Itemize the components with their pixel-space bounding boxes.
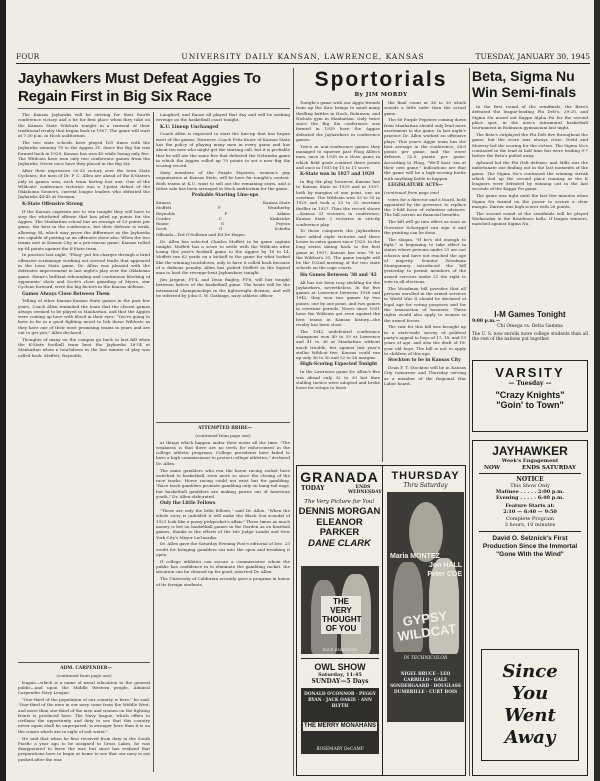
lead-subhead: K-State Offensive Strong xyxy=(22,201,83,207)
sportorials-paragraph: To those conquests the Jayhawkers have added eight victories and three losses in extra games since 1929. In the long series dating back to the first game in 1907, Kansas has won 78 to the Wildcat's 31. The game tonight will be the 102nd meeting of the two state schools on the cage courts. xyxy=(296,228,380,271)
star-name: DANE CLARK xyxy=(308,537,371,549)
lead-headline-text: Jayhawkers Must Defeat Aggies To Regain First in Big Six Race xyxy=(18,70,261,105)
sportorials-paragraph: Tonight's game with our Aggie friends from up the Kaw brings to mind many thrilling battles in Hoch, Robinson, and Nichols gym in Manhattan. Only twice since the Big Six conference was formed in 1929 have the Aggies defeated the Jayhawkers in conference games. xyxy=(296,100,380,143)
im-game: Chi Omega vs. Delta Gamma xyxy=(497,324,563,329)
jayhawker-notice: NOTICE xyxy=(516,476,544,483)
stockton-title: Stockton to be in Kansas City xyxy=(388,358,461,364)
owl-poster-image xyxy=(301,688,379,754)
lead-column-2 xyxy=(156,112,290,422)
lineup-cell: Schultz xyxy=(274,226,290,232)
sportorials-column-2 xyxy=(384,100,466,462)
stockton-paragraph: Dean F. T. Stockton will be in Kansas City tomorrow and Thursday serving as a member of the Regional War Labor board. xyxy=(384,364,466,386)
legislature-title: LEGISLATURE ACTS— xyxy=(388,182,444,188)
lead-paragraph: The two state schools have played 161 times with the Jayhawks winning 78 to the Aggies 31. Since the Big Six was formed back in 1929, Kansas has won 40 while losing only five. The Wildcats have won only two conference games from the Jayhawks. Never once have they placed in the Big Six. xyxy=(18,139,150,167)
lineup-team-kstate: Kansas State xyxy=(262,199,290,205)
headline-rule xyxy=(18,108,290,109)
granada-dates xyxy=(297,485,382,495)
granada-divider xyxy=(301,658,379,659)
sportorials-paragraph: In the Lawrence game Dr. Allen's five was ahead only 32 to 30 but then stalling tactics were adopted and broke loose for setups to leave xyxy=(296,369,380,391)
im-title: I-M Games Tonight xyxy=(494,310,566,319)
varsity-day: — Tuesday — xyxy=(508,380,552,387)
lead-paragraph: The Kansas Jayhawks will be striving for their fourth conference victory and a tie for first place when they take on the Kansas State Wildcats tonight in a renewal of their traditional rivalry that began back in 1907. The game will start at 7:30 p.m. in Hoch auditorium. xyxy=(18,112,150,139)
column-rule xyxy=(153,112,154,772)
jayhawker-now: NOW xyxy=(484,465,500,471)
thursday-film-title: GYPSY WILDCAT xyxy=(396,608,458,644)
sportorials-paragraph: The 1942 undefeated conference champions won 40 to 39 at Lawrence and 41 to 36 at Manhattan without much trouble, but against last year's stellar Wildcat five, Kansas could run up only 36 to 30 and 52 to 34 margins. xyxy=(296,328,380,361)
section-rule xyxy=(156,422,290,423)
granada-cast: FAYE EMERSON xyxy=(322,647,358,652)
jayhawker-film-title: Since You Went Away xyxy=(502,661,558,748)
lineup-cell: C xyxy=(218,215,222,221)
varsity-ad xyxy=(472,360,588,432)
jayhawker-divider xyxy=(479,531,581,532)
thursday-sub: Thru Saturday xyxy=(403,482,448,489)
bribe-note: (continued from page one) xyxy=(195,432,251,438)
bribe-paragraph: The University of California recently gave a program in honor of its foreign students. xyxy=(156,576,290,587)
granada-ends: ENDS WEDNESDAY xyxy=(348,485,382,495)
newspaper-page xyxy=(6,0,594,781)
attempted-bribe-article xyxy=(156,424,290,776)
column-rule xyxy=(469,68,470,776)
thursday-color: IN TECHNICOLOR xyxy=(403,656,448,661)
owl-film-title: THE MERRY MONAHANS xyxy=(304,723,377,729)
lead-paragraph: After their impressive 50-35 victory over the Iowa State Cyclones, the men of Dr. F. C. Allen are ahead of the K-Staters only in games won, each team having lost one. One of the Wildcats' conference victories was a 1-point defeat of the Oklahoma Sooners, current league leaders who defeated the Jayhawks 44-43 at Norman. xyxy=(18,167,150,200)
owl-run: SUNDAY—5 Days xyxy=(311,678,369,685)
granada-ad xyxy=(296,465,466,776)
beta-paragraph: Aylward led the Phi Delt defense, and Mills was the unfortunate one finding out in the last moments of the game. The Sigma Nu's continued the winning streak which tied up the second place running as the K leaguers were defeated by winning out in the last seconds of the Kappa Psi game. xyxy=(472,159,588,192)
sportorials-subhead: K-State won in 1927 and 1929 xyxy=(300,172,375,178)
jayhawker-feature-times: 2:10 — 6:40 — 9:50 xyxy=(503,509,557,515)
granada-today: TODAY xyxy=(301,485,325,492)
varsity-film-1: "Crazy Knights" xyxy=(495,390,565,400)
im-note: The U. S. now enrolls more college students than all the rest of the nations put together. xyxy=(472,332,588,343)
im-time: 9:00 p.m.— xyxy=(472,319,501,324)
star-name: Maria MONTEZ xyxy=(390,553,440,560)
lineup-cell: Kinbricke xyxy=(269,215,290,221)
lineup-cell: F xyxy=(218,205,221,211)
carpender-paragraph: He said that when he first received from duty in the South Pacific a year ago to be assigned to Great Lakes, he was disappointed to leave the war, but since has realized that preparations here to begin at home to see that our navy is not pushed after the war. xyxy=(18,735,150,762)
granada-poster-image xyxy=(301,566,379,654)
lineup-cell: Corder xyxy=(156,215,171,221)
lead-headline xyxy=(18,70,290,106)
lead-paragraph: Dr. Allen has selected Charles Moffett to be game captain tonight. Moffett has a score to settle with the Wildcats after losing this year's football game to the Aggies by 18 to 14. Moffett ran 62 yards on a kickoff in the game for what looked like the winning touchdown, only to have it called back because of a dubious penalty. Allen has picked Moffett as the logical man to lead the revenge-bent Jayhawkers tonight. xyxy=(156,238,290,276)
beta-article xyxy=(472,104,588,308)
owl-time: Saturday, 11:45 xyxy=(318,672,362,678)
thursday-support-cast: NIGEL BRUCE · LEO CARRILLO · GALE SONDERGAARD · DOUGLASS DUMBRILLE · CURT BOIS xyxy=(390,672,461,695)
section-rule xyxy=(18,662,150,663)
jayhawker-ad xyxy=(472,440,588,776)
granada-title: GRANADA xyxy=(300,469,379,485)
carpender-paragraph: league—which is a name of naval education to the general public—and upon the Middle Western people, Admiral Carpender Navy League. xyxy=(18,679,150,696)
beta-paragraph: The second round of the semifinals will be played Wednesday in the Residence halls. If league winners, matched against Sigma Nu. xyxy=(472,210,588,227)
legislature-paragraph: The slogan, "If he's old enough to fight," is beginning to take effect in states where persons under 21 are not citizens and have not reached the age of majority. Senator Woodman Montgomery introduced the bill yesterday to permit members of the armed services under 21 the right to vote in all elections. xyxy=(384,236,466,284)
lineup-cell: Peyton xyxy=(275,221,290,227)
masthead xyxy=(16,52,590,64)
lineup-cell: G xyxy=(219,226,223,232)
beta-headline-text: Beta, Sigma Nu Win Semi-finals xyxy=(472,68,577,100)
lead-paragraph: Langford, and Rouse all played that day and will be seeking revenge on the basketball court tonight. xyxy=(156,112,290,123)
lead-paragraph: Jim Jargent, PT-4, and Dean Bagley, PT-6, will box tonight between halves of the basketball game. The bouts will be the intramural championships in the lightweight division, and will be refereed by John G. W. Gathings, navy athletic officer. xyxy=(156,277,290,298)
sportorials-byline: By JIM MORDY xyxy=(354,92,408,98)
page-number: FOUR xyxy=(16,52,40,61)
star-name: ELEANOR PARKER xyxy=(316,516,363,538)
sportorials-title xyxy=(296,68,466,98)
jayhawker-producer: David O. Selznick's First Production Since the Immortal "Gone With the Wind" xyxy=(482,535,578,558)
sportorials-paragraph: In Big Six play, however, Kansas lost to Kansas State in 1929 and in 1937, both by margins of one point, one an overtime. The Wildcats won 33 to 35 in 1929 and took a 33 to 32 overtime thriller in 1937. Thus the record shows—Kansas 31 victories in conference, Kansas State 2 victories in strictly conference play. xyxy=(296,179,380,227)
lead-paragraph: In practice last night, "Phog" put his charges through a brief offensive scrimmage working out several faults that appeared in the Iowa State game. Dr. Allen was pleased with the defensive improvement in last night's play over the Oklahoma game. Heinz's brilliant rebounding and continuous blocking of opponents' shots and Scott's close guarding of Myers, star Cyclone forward, were the big factors in the Kansas defense. xyxy=(18,252,150,290)
owl-footer: ROSEMARY DeCAMP xyxy=(316,747,364,752)
sportorials-paragraph: the final count at 36 to 30 which sounds a little safer than the actual game. xyxy=(384,100,466,116)
sportorials-subhead: High-Scoring Expected Tonight xyxy=(300,362,378,368)
lead-paragraph: If the Kansas cagemen are to win tonight they will have to stop the whirlwind offense that has piled up points for the Aggies. The Manhattan school has an average of 53 points per game, the best in the conference, but their defense is weak, allowing 54, which may prove the difference as the Jayhawks are capable of putting on an offensive show also. When the two teams met in Kansas City in a pre-season game, Kansas rolled up 64 points against the K-State team. xyxy=(18,208,150,251)
jayhawker-feature: Feature Starts at: xyxy=(505,503,555,509)
lineup-cell: Reynolds xyxy=(156,210,175,216)
thursday-panel xyxy=(384,466,466,776)
jayhawker-ends: ENDS SATURDAY xyxy=(522,465,576,471)
issue-date: TUESDAY, JANUARY 30, 1945 xyxy=(475,52,590,61)
page-edge xyxy=(594,0,600,781)
jayhawker-matinee: Matinee . . . . . 2:00 p.m. xyxy=(495,489,565,495)
jayhawker-divider xyxy=(479,473,581,474)
bribe-paragraph: Dr. Allen gave the Saturday Evening Post's editorial of Dec. 23 credit for bringing gamblers out into the open and breaking it open. xyxy=(156,541,290,558)
jayhawker-complete: Complete Program xyxy=(506,516,554,522)
sportorials-paragraph: Twice in non-conference games they managed to squeeze past Phog Allen's men, once in 1935 in a close game in which field goals counted three points and once in 1933 by 15 to 11 score. xyxy=(296,143,380,171)
bribe-paragraph: The same gamblers who run the horse racing racket have switched to basketball, even more so since the closing of the race tracks. Horse racing could not exist but for gambling. "Race track gamblers promote gambling only on bang-tail nags, but basketball gamblers are making pawns out of American youth," Dr. Allen elaborated. xyxy=(156,467,290,500)
owl-stars: DONALD O'CONNOR · PEGGY RYAN · JACK OAKIE · ANN BLYTH xyxy=(304,692,376,709)
lead-paragraph: Telling of other Kansas-Kansas State games in the past few years, Coach Allen reminded the team that the closest games always seemed to be played in Manhattan, and that the Aggies were coming up here with blood in their eyes. "You're going to have to be in a good fighting mood to lick those Wildcats as they have one of their most promising teams in years and are out to get you," Allen declared. xyxy=(18,298,150,336)
jayhawker-film-box xyxy=(481,649,579,761)
star-name: DENNIS MORGAN xyxy=(298,506,381,517)
carpender-title: ADM. CARPENDER— xyxy=(60,666,112,671)
lineup-cell: Scott xyxy=(156,226,167,232)
varsity-title: VARSITY xyxy=(495,365,565,380)
star-name: Peter COE xyxy=(427,571,462,578)
granada-tagline: The Very Picture for You! xyxy=(304,499,375,505)
carpender-note: (continued from page one) xyxy=(56,672,112,678)
thursday-poster-image xyxy=(387,492,464,722)
sportorials-column-1 xyxy=(296,100,380,462)
beta-paragraph: The Beta's outplayed the Phi Delt five throughout the game, but the score was always close. Diehl and Mowery led the scoring for the victors. The Sigma Nu's continued in the lead at half time but were trailing 9-7 before the Beta's pulled away. xyxy=(472,131,588,159)
lineup-cell: Moffett xyxy=(156,205,172,211)
column-rule xyxy=(293,68,294,776)
thursday-title: THURSDAY xyxy=(391,470,460,482)
granada-stars xyxy=(297,507,382,549)
varsity-film-2: "Goin' to Town" xyxy=(496,400,564,410)
granada-panel xyxy=(297,466,383,776)
beta-headline xyxy=(472,68,588,100)
lineup-cell: G xyxy=(220,221,224,227)
granada-film-title: THE VERY THOUGHT OF YOU xyxy=(322,597,362,633)
owl-title: OWL SHOW xyxy=(314,662,366,672)
sportorials-subhead: Six Games Between '38 and '42 xyxy=(300,272,377,278)
carpender-article xyxy=(18,664,150,781)
lead-subhead: Games Always Close Between Them xyxy=(22,291,110,297)
carpender-paragraph: "One-third of the population of our country is here," he said. "One-third of the men in our navy come from the Middle West, and more than one-third of the men and women on the fighting fronts is produced here. The Navy league, which offers to civilians the opportunity and duty to see that this country never again shall be unprepared, is stronger here than it is on the coasts which are in sight of salt water." xyxy=(18,696,150,734)
lineup-cell: Atkins xyxy=(276,210,290,216)
lineup-team-kansas: Kansas xyxy=(156,199,171,205)
lineup-note: Officials—Ted O'Sullivan and Ed De Hoges. xyxy=(156,231,246,237)
legislature-paragraph: The vast for this bill was brought up in a state-wide survey of political party's appeal to boys of 17, 18, and 19 years of age, and also the draft of 18-year old boys. The bill is not to apply to children of this age. xyxy=(384,324,466,356)
lineup-cell: Rouse xyxy=(156,221,169,227)
legislature-paragraph: The Woodman bill provides that all persons enrolled in the armed services in World War II should be declared of legal age for voting purposes and for the transaction of business. These rights would also apply to women in the armed forces. xyxy=(384,285,466,323)
lineup-cell: Weatherby xyxy=(267,205,290,211)
bribe-paragraph: If college athletics can secure a commissioner whom the public has confidence in to eliminate the gambling racket, the situation can be cleaned up for good, asserted Dr. Allen. xyxy=(156,558,290,575)
jayhawker-dates xyxy=(473,465,587,471)
beta-paragraph: In the first round of the semifinals, the Beta's defeated the league-leading Phi Delt's, 29-20, and Sigma Nu nosed out Kappa Alpha Psi for the second place spot, in the men's intramural basketball tournament in Robinson gymnasium last night. xyxy=(472,104,588,131)
lead-paragraph: Sixty members of the Purple Pepsters, women's pep organization at Kansas State, will be here for tonight's contest. Both teams at K.U. want to sell out the remaining seats, and a ticket sale has been arranged in Hoch auditorium for the game. xyxy=(156,169,290,191)
legislature-paragraph: votes for a director and a board, both appointed by the governor, to replace the 3-fold force of volunteer advisers. The bill carries no financial benefits. xyxy=(384,196,466,218)
lead-subhead: K.U. Lineup Unchanged xyxy=(160,124,219,130)
sportorials-heading: Sportorials xyxy=(314,68,448,91)
bribe-paragraph: at things which happen under their noses all the time. "The weakness is that there are no teeth for enforcement in the college athletic programs. College presidents have failed to have a high commissioner to protect college athletics," declared Dr. Allen. xyxy=(156,439,290,466)
jayhawker-show-only: This Show Only xyxy=(510,483,550,489)
im-games xyxy=(472,310,588,343)
sportorials-paragraph: All has not been rosy sledding for the Jayhawkers, nevertheless. In the five games at Lawrence between 1938 and 1942, they won two games by two points, one by one point, and two games in overtime periods. Never since 1931 have the Wildcats got even against the best teams in Kansas history—the rivalry has been close. xyxy=(296,279,380,327)
bribe-paragraph: "These are only the little fellows," said Dr. Allen. "When the whole story is unfolded it will make the Black Sox scandal of 1921 look like a pussy pickpocket's affair." Three times as much money is bet on basketball games in the Garden as on baseball games, thanks to the efforts of the Isle Judge Landis and New York City's Mayor LaGuardia. xyxy=(156,508,290,540)
star-name: Jon HALL xyxy=(428,562,462,569)
owl-show xyxy=(297,662,383,754)
column-rule xyxy=(382,100,383,462)
legislature-paragraph: The bill will go into effect as soon as Governor Schoeppel can sign it and the printing can be done. xyxy=(384,219,466,235)
jayhawker-hours: 3 hours, 10 minutes xyxy=(504,522,556,528)
lineup-cell: F xyxy=(224,210,228,216)
jayhawker-week: Week's Engagement xyxy=(501,458,559,464)
paper-name: UNIVERSITY DAILY KANSAN, LAWRENCE, KANSAS xyxy=(181,52,425,61)
lead-column-1 xyxy=(18,112,150,664)
lead-paragraph: Thoughts of many on the campus go back to last fall when the K-State football team beat the Jayhawks 18-14 at Manhattan when a touchdown in the last minute of play was called back. Moffett, Reynolds, xyxy=(18,336,150,358)
lineup-table xyxy=(156,200,290,232)
bribe-subhead: Only the Little Fellows xyxy=(160,501,216,507)
lead-paragraph: Coach Allen is expected to start the line-up that has begun most of the games. However, Coach Fritz Knorr of Kansas State has the policy of playing many men in every game and has about ten men who might get the starting call, but it is probable that he will use the same five that defeated the Nebraska game in which the Aggies rolled up 70 points to set a new Big Six scoring record. xyxy=(156,131,290,169)
sportorials-paragraph: The 60 Purple Pepsters coming down from Manhattan should only lend more excitement to the game. In last night's practice Dr. Allen worked on offensive plays. This year's Aggie team has the best average in the conference, 54.0 points per game, and the worst defense, 52.0 points per game. According to Phog, "We'll beat 'em at their own game." Indications are that the game will be a high-scoring battle with anything liable to happen. xyxy=(384,117,466,181)
legislature-note: (continued from page one) xyxy=(384,189,440,195)
jayhawker-evening: Evening . . . . . 6:40 p.m. xyxy=(495,495,564,501)
bribe-title: ATTEMPTED BRIBE— xyxy=(198,426,252,431)
lineup-title: Probable Starting Line-ups xyxy=(191,193,259,199)
beta-paragraph: The game was tight until the last few minutes when Sigma Nu turned on the power to secure a clear margin. Darner was high scorer with 26 points. xyxy=(472,193,588,209)
thursday-stars xyxy=(390,552,462,579)
jayhawker-title: JAYHAWKER xyxy=(492,444,568,458)
